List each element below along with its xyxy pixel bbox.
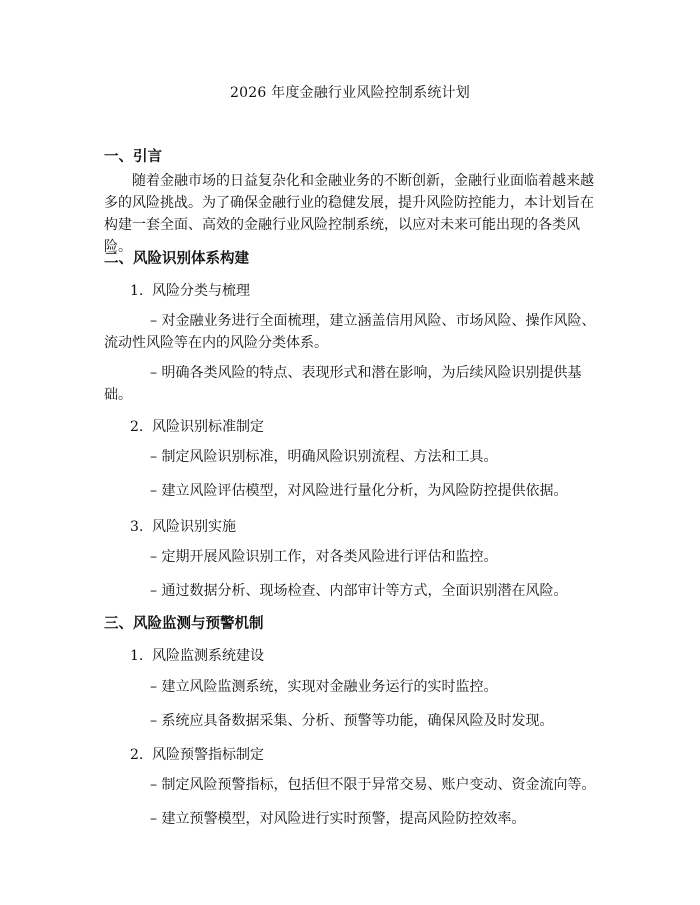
list-item: – 对金融业务进行全面梳理，建立涵盖信用风险、市场风险、操作风险、流动性风险等在内的风险分类体系。 [104,313,596,351]
list-item: – 建立风险监测系统，实现对金融业务运行的实时监控。 [150,679,498,695]
section-heading-introduction: 一、引言 [104,149,162,165]
section-heading-risk-monitoring: 三、风险监测与预警机制 [104,616,264,632]
subsection-title: 风险预警指标制定 [152,747,264,763]
subsection-risk-classification [130,280,250,300]
list-item: – 系统应具备数据采集、分析、预警等功能，确保风险及时发现。 [150,713,554,729]
subsection-identification-standards [130,416,264,436]
list-item: – 建立预警模型，对风险进行实时预警，提高风险防控效率。 [150,811,526,827]
list-item: – 定期开展风险识别工作，对各类风险进行评估和监控。 [150,549,498,565]
subsection-title: 风险识别标准制定 [152,419,264,435]
subsection-number: 1. [130,283,144,299]
subsection-identification-implementation [130,516,236,536]
subsection-title: 风险监测系统建设 [152,648,264,664]
subsection-monitoring-system [130,645,264,665]
list-item: – 明确各类风险的特点、表现形式和潜在影响，为后续风险识别提供基础。 [104,365,582,403]
subsection-number: 2. [130,747,144,763]
subsection-warning-indicators [130,744,264,764]
list-item: – 制定风险预警指标，包括但不限于异常交易、账户变动、资金流向等。 [150,777,596,793]
list-item: – 通过数据分析、现场检查、内部审计等方式，全面识别潜在风险。 [150,583,568,599]
introduction-paragraph: 随着金融市场的日益复杂化和金融业务的不断创新，金融行业面临着越来越多的风险挑战。为了确保金融行业的稳健发展，提升风险防控能力，本计划旨在构建一套全面、高效的金融行业风险控制系统，以应对未来可能出现的各类风险。 [104,173,594,255]
subsection-number: 1. [130,648,144,664]
subsection-title: 风险识别实施 [152,519,236,535]
section-heading-risk-identification: 二、风险识别体系构建 [104,251,249,267]
subsection-number: 3. [130,519,144,535]
subsection-number: 2. [130,419,144,435]
document-title: 2026 年度金融行业风险控制系统计划 [230,85,470,101]
list-item: – 制定风险识别标准，明确风险识别流程、方法和工具。 [150,449,498,465]
subsection-title: 风险分类与梳理 [152,283,250,299]
list-item: – 建立风险评估模型，对风险进行量化分析，为风险防控提供依据。 [150,483,568,499]
